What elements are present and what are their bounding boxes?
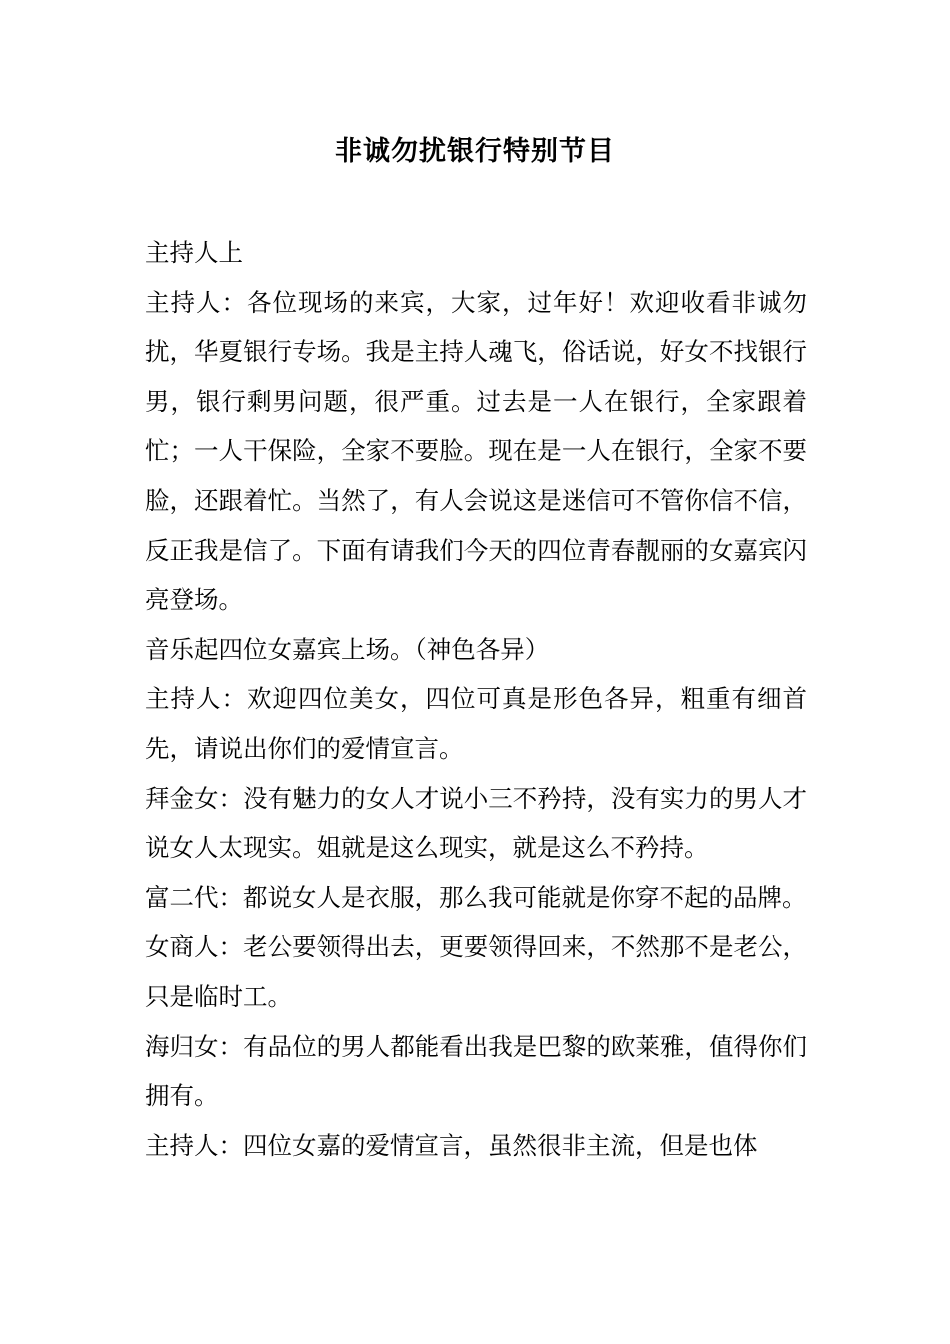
paragraph-host-welcome: 主持人：欢迎四位美女，四位可真是形色各异，粗重有细首先，请说出你们的爱情宣言。 bbox=[145, 684, 807, 763]
page-title: 非诚勿扰银行特别节目 bbox=[335, 136, 615, 167]
paragraph-stage-direction: 音乐起四位女嘉宾上场。（神色各异） bbox=[145, 634, 550, 664]
paragraph-returnee: 海归女：有品位的男人都能看出我是巴黎的欧莱雅，值得你们拥有。 bbox=[145, 1031, 807, 1111]
paragraph-host-opening: 主持人：各位现场的来宾，大家，过年好！欢迎收看非诚勿扰，华夏银行专场。我是主持人魂飞，俗话说，好女不找银行男，银行剩男问题，很严重。过去是一人在银行，全家跟着忙；一人干保险，全家不要脸。现在是一人在银行，全家不要脸，还跟着忙。当然了，有人会说这是迷信可不管你信不信，反正我是信了。下面有请我们今天的四位青春靓丽的女嘉宾闪亮登场。 bbox=[145, 287, 807, 615]
paragraph-host-summary: 主持人：四位女嘉的爱情宣言，虽然很非主流，但是也体 bbox=[145, 1130, 758, 1160]
paragraph-businesswoman: 女商人：老公要领得出去，更要领得回来，不然那不是老公，只是临时工。 bbox=[145, 932, 807, 1011]
paragraph-host-enters: 主持人上 bbox=[145, 238, 243, 267]
document-body bbox=[145, 228, 807, 1170]
paragraph-gold-digger: 拜金女：没有魅力的女人才说小三不矜持，没有实力的男人才说女人太现实。姐就是这么现实，就是这么不矜持。 bbox=[145, 783, 807, 863]
paragraph-rich-heiress: 富二代：都说女人是衣服，那么我可能就是你穿不起的品牌。 bbox=[145, 882, 807, 912]
